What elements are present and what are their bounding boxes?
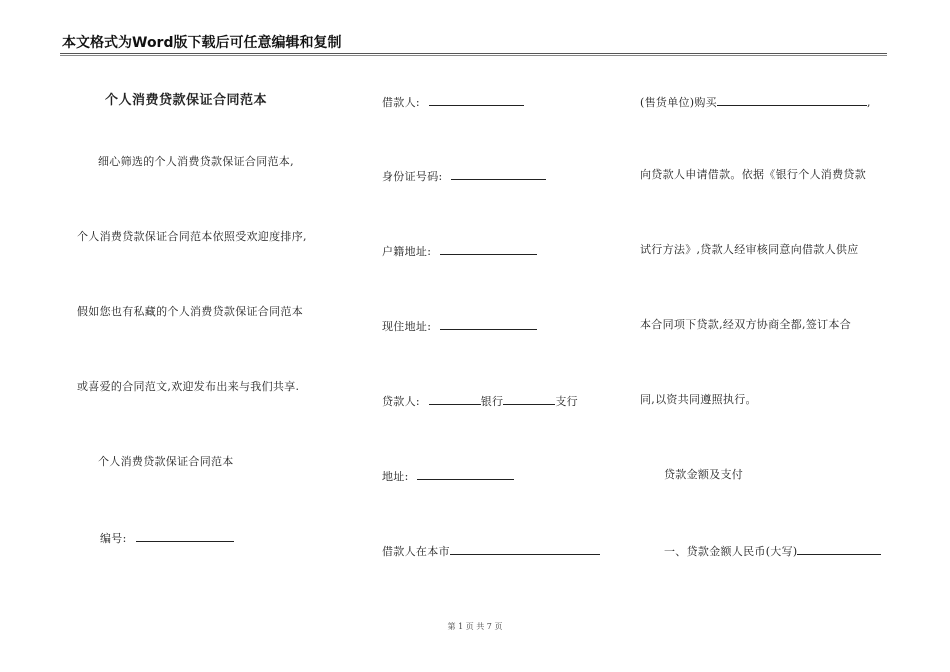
id-number-label: 身份证号码: — [382, 170, 443, 183]
contract-subtitle: 个人消费贷款保证合同范本 — [98, 455, 234, 468]
intro-line-1: 细心筛选的个人消费贷款保证合同范本, — [98, 155, 294, 168]
current-address-blank — [440, 318, 537, 330]
lender-row — [382, 393, 578, 409]
page-number: 第 1 页 共 7 页 — [447, 622, 503, 631]
header-divider-secondary — [60, 55, 887, 56]
household-address-label: 户籍地址: — [382, 245, 432, 258]
lender-label: 贷款人: — [382, 395, 420, 408]
id-number-blank — [451, 168, 546, 180]
contract-number-label: 编号: — [100, 532, 127, 545]
section-heading: 贷款金额及支付 — [664, 468, 744, 481]
branch-text: 支行 — [555, 395, 578, 408]
lender-address-row — [382, 468, 514, 484]
loan-amount-text: 一、贷款金额人民币(大写) — [664, 545, 798, 558]
seller-row — [640, 94, 871, 110]
current-address-label: 现住地址: — [382, 320, 432, 333]
id-number-row — [382, 168, 546, 184]
intro-line-2: 个人消费贷款保证合同范本依照受欢迎度排序, — [77, 230, 307, 243]
lender-address-blank — [417, 468, 514, 480]
intro-line-4: 或喜爱的合同范文,欢迎发布出来与我们共享. — [77, 380, 300, 393]
lender-branch-blank — [503, 393, 555, 405]
document-header-title: 本文格式为Word版下载后可任意编辑和复制 — [62, 35, 342, 51]
household-address-blank — [440, 243, 537, 255]
bank-text: 银行 — [480, 395, 504, 408]
contract-number-row — [100, 530, 234, 546]
borrower-city-text: 借款人在本市 — [382, 545, 450, 558]
body-line-5: 同,以资共同遵照执行。 — [640, 393, 757, 406]
borrower-label: 借款人: — [382, 96, 420, 109]
lender-address-label: 地址: — [382, 470, 409, 483]
borrower-city-blank — [450, 543, 600, 555]
lender-bank-blank — [429, 393, 481, 405]
body-line-3: 试行方法》,贷款人经审核同意向借款人供应 — [640, 243, 859, 256]
body-line-4: 本合同项下贷款,经双方协商全都,签订本合 — [640, 318, 851, 331]
borrower-blank — [429, 94, 524, 106]
seller-comma: , — [866, 96, 871, 109]
loan-amount-row — [664, 543, 881, 559]
contract-number-blank — [136, 530, 234, 542]
body-line-2: 向贷款人申请借款。依据《银行个人消费贷款 — [640, 168, 866, 181]
household-address-row — [382, 243, 537, 259]
borrower-row — [382, 94, 524, 110]
seller-text: (售货单位)购买 — [640, 96, 717, 109]
borrower-city-row — [382, 543, 600, 559]
contract-title: 个人消费贷款保证合同范本 — [105, 93, 268, 108]
loan-amount-blank — [797, 543, 881, 555]
purchase-blank — [717, 94, 867, 106]
intro-line-3: 假如您也有私藏的个人消费贷款保证合同范本 — [77, 305, 303, 318]
header-divider — [60, 53, 887, 54]
current-address-row — [382, 318, 537, 334]
